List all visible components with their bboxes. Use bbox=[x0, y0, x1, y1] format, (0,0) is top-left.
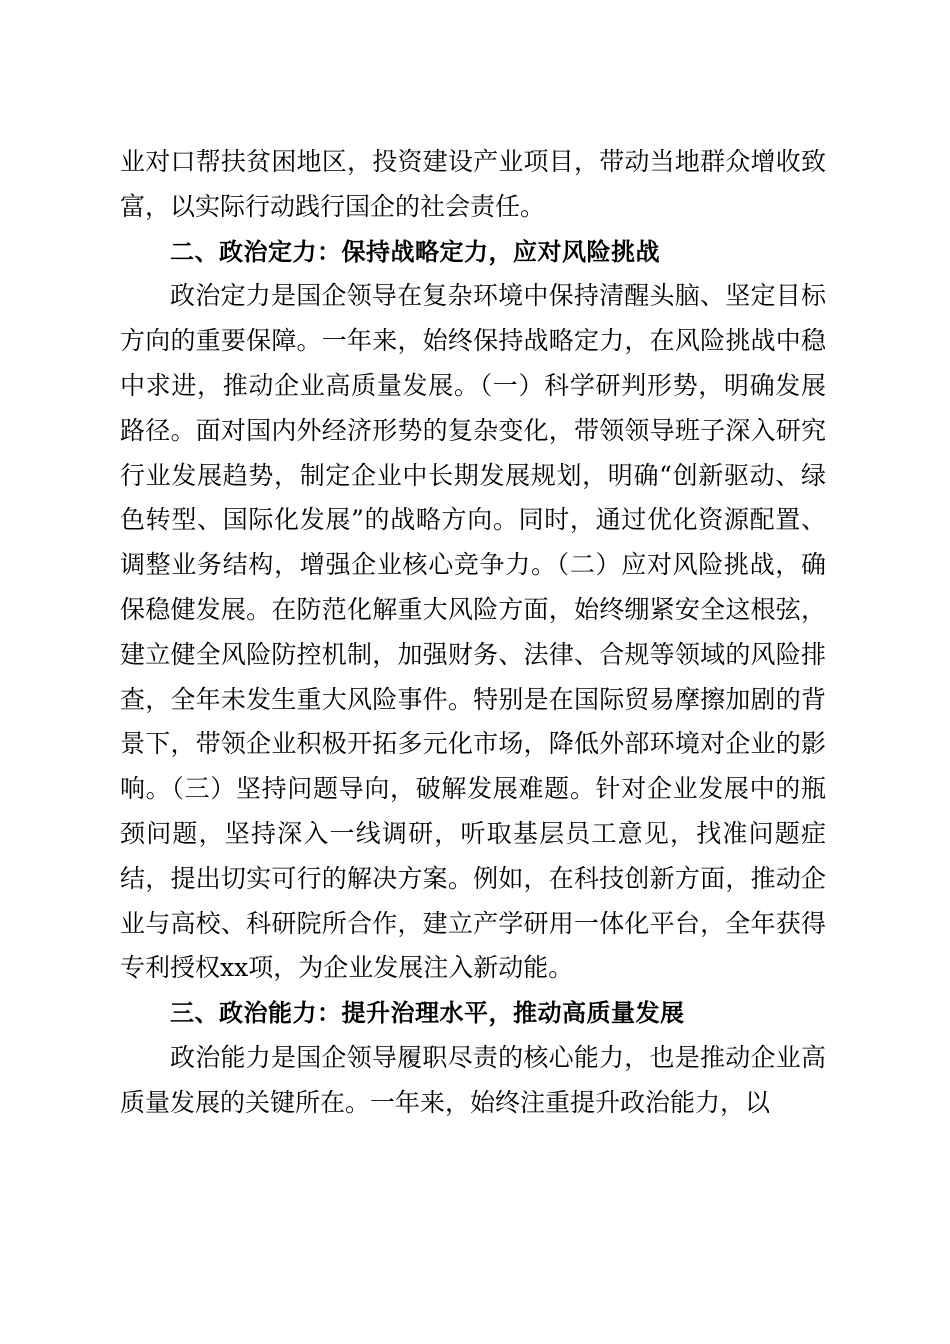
document-body bbox=[120, 140, 826, 1126]
section-heading-2: 二、政治定力：保持战略定力，应对风险挑战 bbox=[170, 237, 660, 266]
paragraph-political-ability: 政治能力是国企领导履职尽责的核心能力，也是推动企业高质量发展的关键所在。一年来，始终注重提升政治能力，以 bbox=[120, 1042, 826, 1117]
paragraph-continued: 业对口帮扶贫困地区，投资建设产业项目，带动当地群众增收致富，以实际行动践行国企的社会责任。 bbox=[120, 147, 826, 221]
section-heading-3: 三、政治能力：提升治理水平，推动高质量发展 bbox=[170, 999, 685, 1028]
paragraph-political-resolve: 政治定力是国企领导在复杂环境中保持清醒头脑、坚定目标方向的重要保障。一年来，始终保持战略定力，在风险挑战中稳中求进，推动企业高质量发展。（一）科学研判形势，明确发展路径。面对国内外经济形势的复杂变化，带领领导班子深入研究行业发展趋势，制定企业中长期发展规划，明确“创新驱动、绿色转型、国际化发展”的战略方向。同时，通过优化资源配置、调整业务结构，增强企业核心竞争力。（二）应对风险挑战，确保稳健发展。在防范化解重大风险方面，始终绷紧安全这根弦，建立健全风险防控机制，加强财务、法律、合规等领域的风险排查，全年未发生重大风险事件。特别是在国际贸易摩擦加剧的背景下，带领企业积极开拓多元化市场，降低外部环境对企业的影响。（三）坚持问题导向，破解发展难题。针对企业发展中的瓶颈问题，坚持深入一线调研，听取基层员工意见，找准问题症结，提出切实可行的解决方案。例如，在科技创新方面，推动企业与高校、科研院所合作，建立产学研用一体化平台，全年获得专利授权xx项，为企业发展注入新动能。 bbox=[120, 281, 826, 983]
